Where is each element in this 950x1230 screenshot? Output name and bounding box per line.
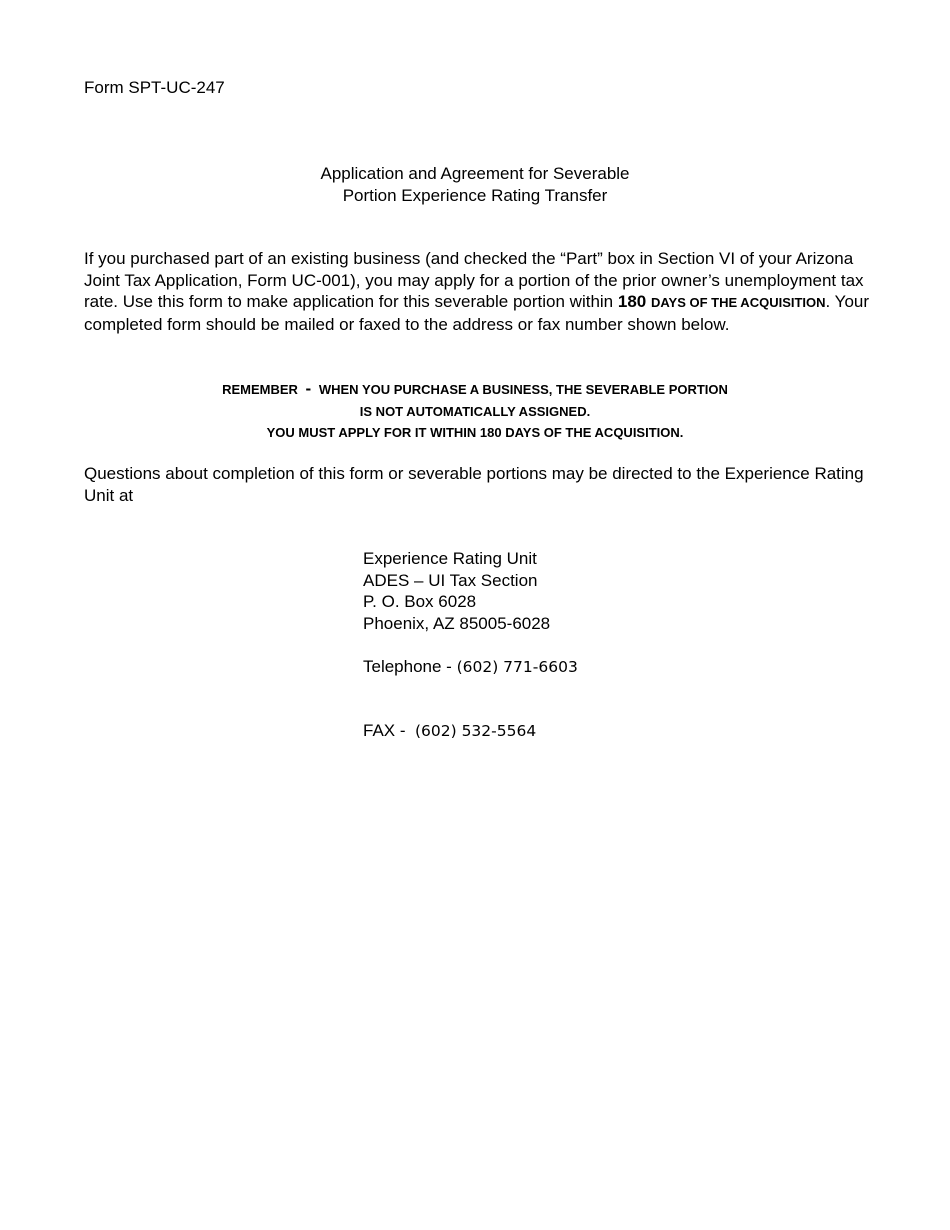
remember-notice	[0, 378, 950, 444]
intro-bold-days: DAYS OF THE ACQUISITION	[650, 295, 826, 310]
telephone-number: (602) 771-6603	[456, 658, 578, 676]
intro-text-end: . Your completed form should be mailed or faxed to the address or fax number shown below.	[84, 292, 870, 334]
remember-line-1-rest: WHEN YOU PURCHASE A BUSINESS, THE SEVERABLE PORTION	[318, 382, 728, 397]
fax-line	[363, 720, 536, 742]
mailing-address	[363, 548, 550, 634]
questions-paragraph: Questions about completion of this form or severable portions may be directed to the Experience Rating Unit at	[84, 464, 864, 505]
title-line-2: Portion Experience Rating Transfer	[342, 185, 608, 205]
telephone-label: Telephone -	[363, 657, 452, 676]
fax-number: (602) 532-5564	[414, 722, 537, 740]
fax-label: FAX -	[363, 721, 406, 740]
remember-dash: -	[305, 379, 312, 398]
telephone-line	[363, 656, 578, 678]
document-title	[0, 163, 950, 206]
title-line-1: Application and Agreement for Severable	[320, 164, 630, 183]
remember-line-1	[0, 378, 950, 401]
intro-paragraph	[84, 248, 874, 335]
intro-text-start: If you purchased part of an existing business (and checked the “Part” box in Section VI of your Arizona Joint Tax Application, Form UC-001), you may apply for a portion of the prior owner’s unemployment tax rate. Use this form to make application for this severable portion within	[84, 249, 864, 311]
address-line-2: ADES – UI Tax Section	[363, 570, 538, 590]
remember-line-3: YOU MUST APPLY FOR IT WITHIN 180 DAYS OF THE ACQUISITION.	[266, 425, 684, 440]
address-line-1: Experience Rating Unit	[363, 549, 537, 568]
form-number: Form SPT-UC-247	[84, 78, 225, 97]
intro-bold-number: 180	[617, 292, 647, 311]
remember-line-2: IS NOT AUTOMATICALLY ASSIGNED.	[359, 403, 591, 419]
remember-label: REMEMBER	[222, 382, 298, 397]
address-line-4: Phoenix, AZ 85005-6028	[363, 613, 551, 633]
address-line-3: P. O. Box 6028	[363, 592, 477, 611]
